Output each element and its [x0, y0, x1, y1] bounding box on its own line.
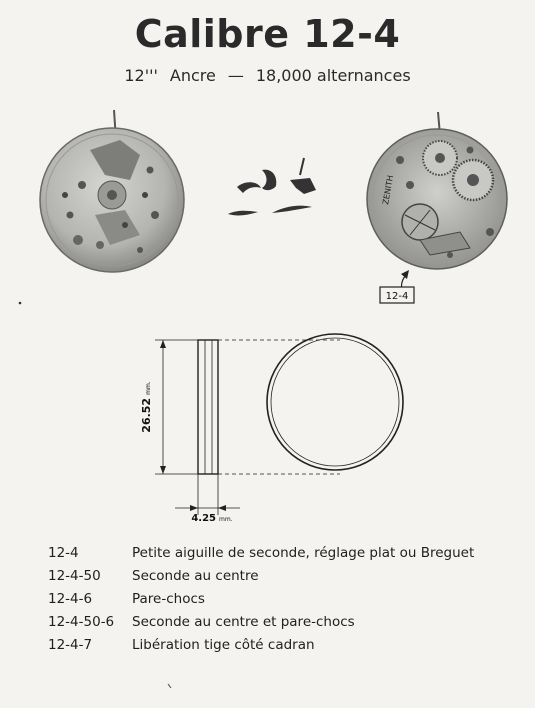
caliber-size: 12''' — [124, 66, 158, 85]
list-item — [48, 542, 518, 565]
thickness-dimension — [191, 513, 232, 524]
movement-side-photo — [367, 112, 507, 269]
variant-description: Petite aiguille de seconde, réglage plat ou Breguet — [132, 545, 475, 561]
thickness-unit: mm. — [219, 516, 233, 523]
escapement-type: Ancre — [169, 66, 216, 85]
variant-code: 12-4 — [48, 545, 79, 561]
thickness-value: 4.25 — [191, 513, 217, 524]
variant-description: Seconde au centre — [132, 568, 259, 584]
loose-parts — [228, 158, 316, 215]
variant-list — [48, 542, 518, 657]
height-value: 26.52 — [140, 397, 153, 433]
caliber-tag-label: 12-4 — [385, 291, 409, 302]
variant-description: Pare-chocs — [132, 591, 205, 607]
svg-text:4.25mm. — [191, 513, 232, 524]
caliber-tag — [380, 270, 414, 303]
height-dimension — [140, 381, 153, 432]
dial-side-movement-photo — [40, 110, 184, 272]
variant-description: Libération tige côté cadran — [132, 637, 315, 653]
engraved-brand-mark: ZENITH — [381, 174, 396, 206]
svg-text:26.52mm. — [140, 381, 153, 432]
top-view-outline — [267, 334, 403, 470]
list-item — [48, 565, 518, 588]
frequency: 18,000 alternances — [255, 66, 411, 85]
variant-code: 12-4-50-6 — [48, 614, 115, 630]
side-profile-drawing — [155, 340, 340, 515]
separator-dash: — — [227, 66, 244, 85]
list-item — [48, 611, 518, 634]
list-item — [48, 634, 518, 657]
variant-code: 12-4-7 — [48, 637, 93, 653]
variant-code: 12-4-6 — [48, 591, 93, 607]
page-title: Calibre 12-4 — [134, 12, 401, 56]
variant-code: 12-4-50 — [48, 568, 101, 584]
height-unit: mm. — [145, 381, 152, 395]
variant-description: Seconde au centre et pare-chocs — [132, 614, 355, 630]
list-item — [48, 588, 518, 611]
